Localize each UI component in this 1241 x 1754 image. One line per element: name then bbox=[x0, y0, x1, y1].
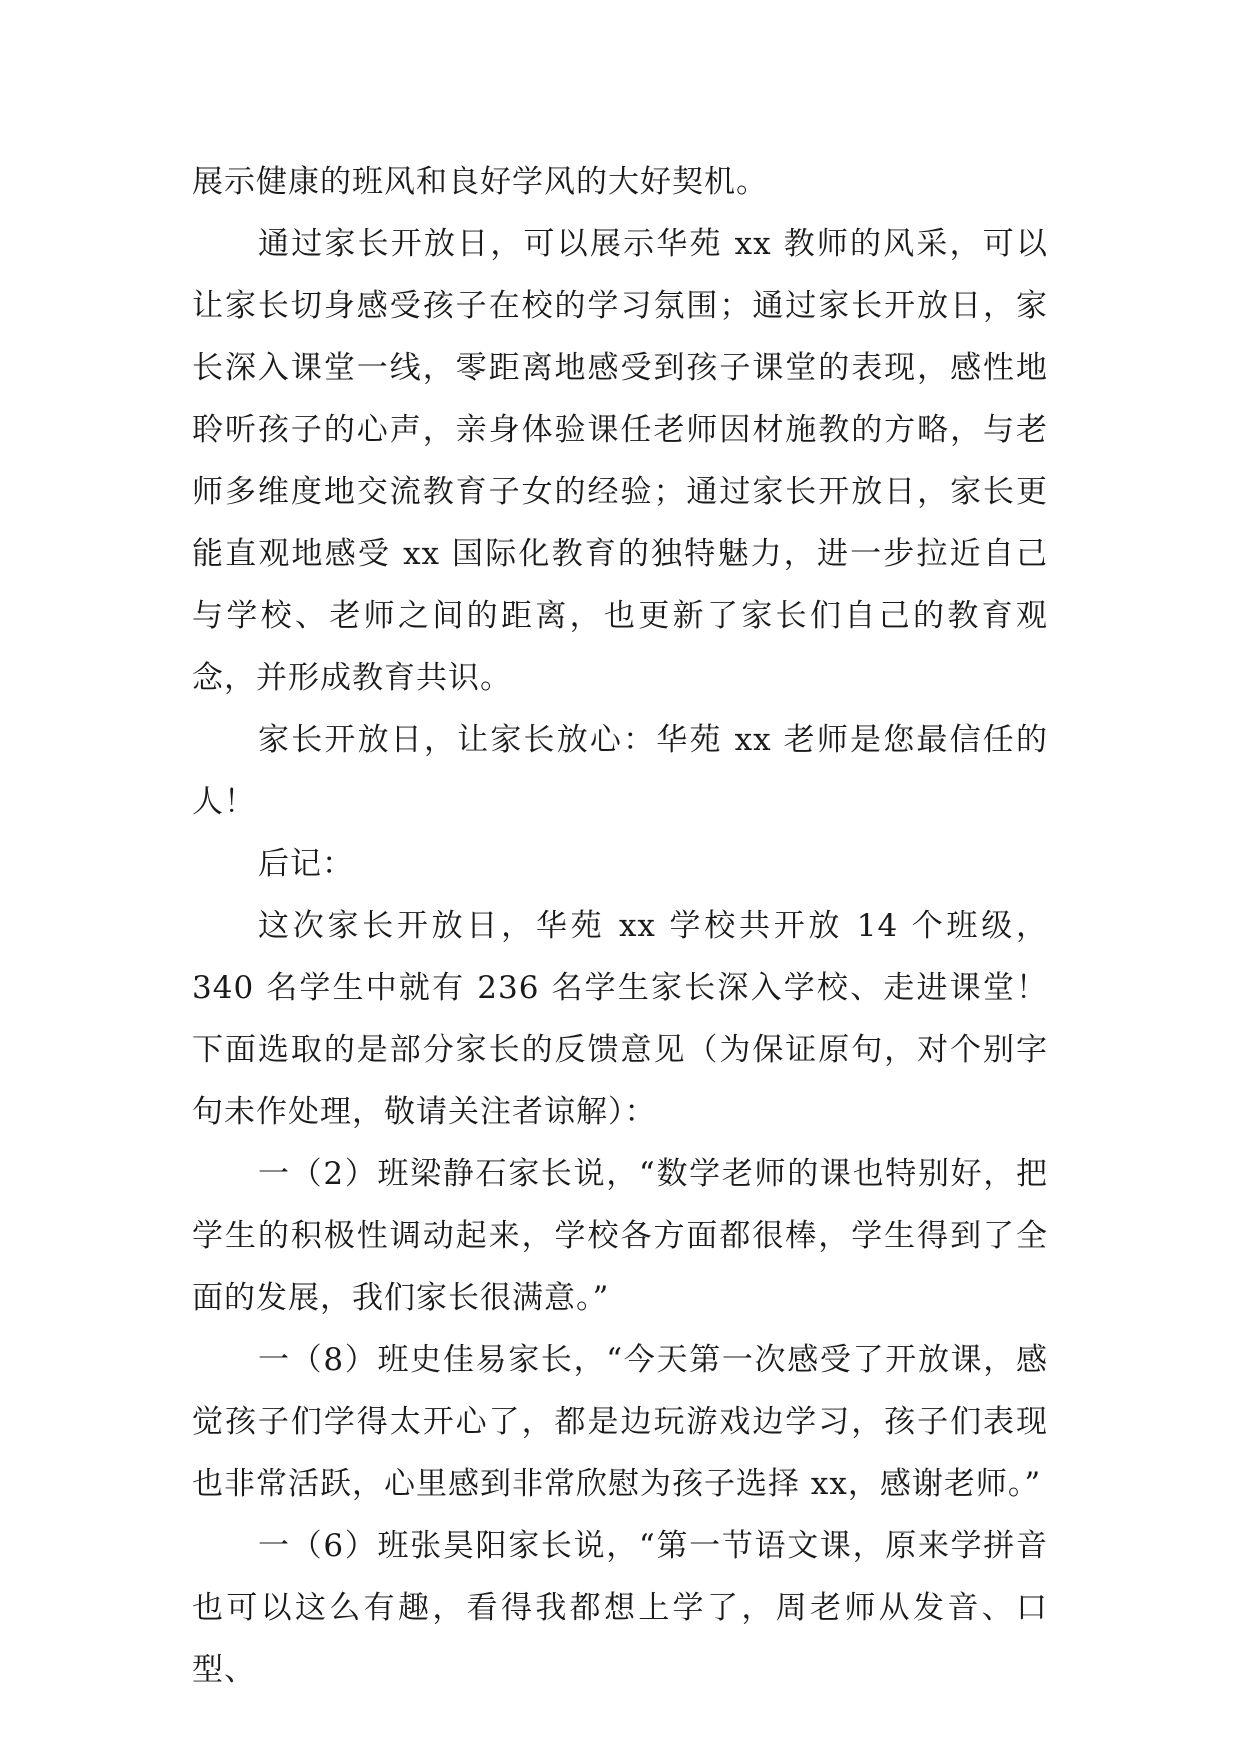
paragraph-5: 这次家长开放日，华苑 xx 学校共开放 14 个班级，340 名学生中就有 236 名学生家长深入学校、走进课堂！下面选取的是部分家长的反馈意见（为保证原句，对个别字句未作处理，敬请关注者谅解）： bbox=[192, 908, 1048, 1130]
paragraph-3: 家长开放日，让家长放心：华苑 xx 老师是您最信任的人！ bbox=[192, 722, 1048, 820]
paragraph-1: 展示健康的班风和良好学风的大好契机。 bbox=[192, 164, 768, 200]
paragraph-2: 通过家长开放日，可以展示华苑 xx 教师的风采，可以让家长切身感受孩子在校的学习氛围；通过家长开放日，家长深入课堂一线，零距离地感受到孩子课堂的表现，感性地聆听孩子的心声，亲身体验课任老师因材施教的方略，与老师多维度地交流教育子女的经验；通过家长开放日，家长更能直观地感受 xx 国际化教育的独特魅力，进一步拉近自己与学校、老师之间的距离，也更新了家长们自己的教育观念，并形成教育共识。 bbox=[192, 226, 1048, 696]
paragraph-6: 一（2）班梁静石家长说，“数学老师的课也特别好，把学生的积极性调动起来，学校各方面都很棒，学生得到了全面的发展，我们家长很满意。” bbox=[192, 1156, 1048, 1316]
paragraph-8: 一（6）班张昊阳家长说，“第一节语文课，原来学拼音也可以这么有趣，看得我都想上学了，周老师从发音、口型、 bbox=[192, 1528, 1048, 1688]
document-body bbox=[192, 151, 1048, 1701]
paragraph-7: 一（8）班史佳易家长，“今天第一次感受了开放课，感觉孩子们学得太开心了，都是边玩游戏边学习，孩子们表现也非常活跃，心里感到非常欣慰为孩子选择 xx，感谢老师。” bbox=[192, 1342, 1048, 1502]
paragraph-4: 后记： bbox=[258, 846, 354, 882]
